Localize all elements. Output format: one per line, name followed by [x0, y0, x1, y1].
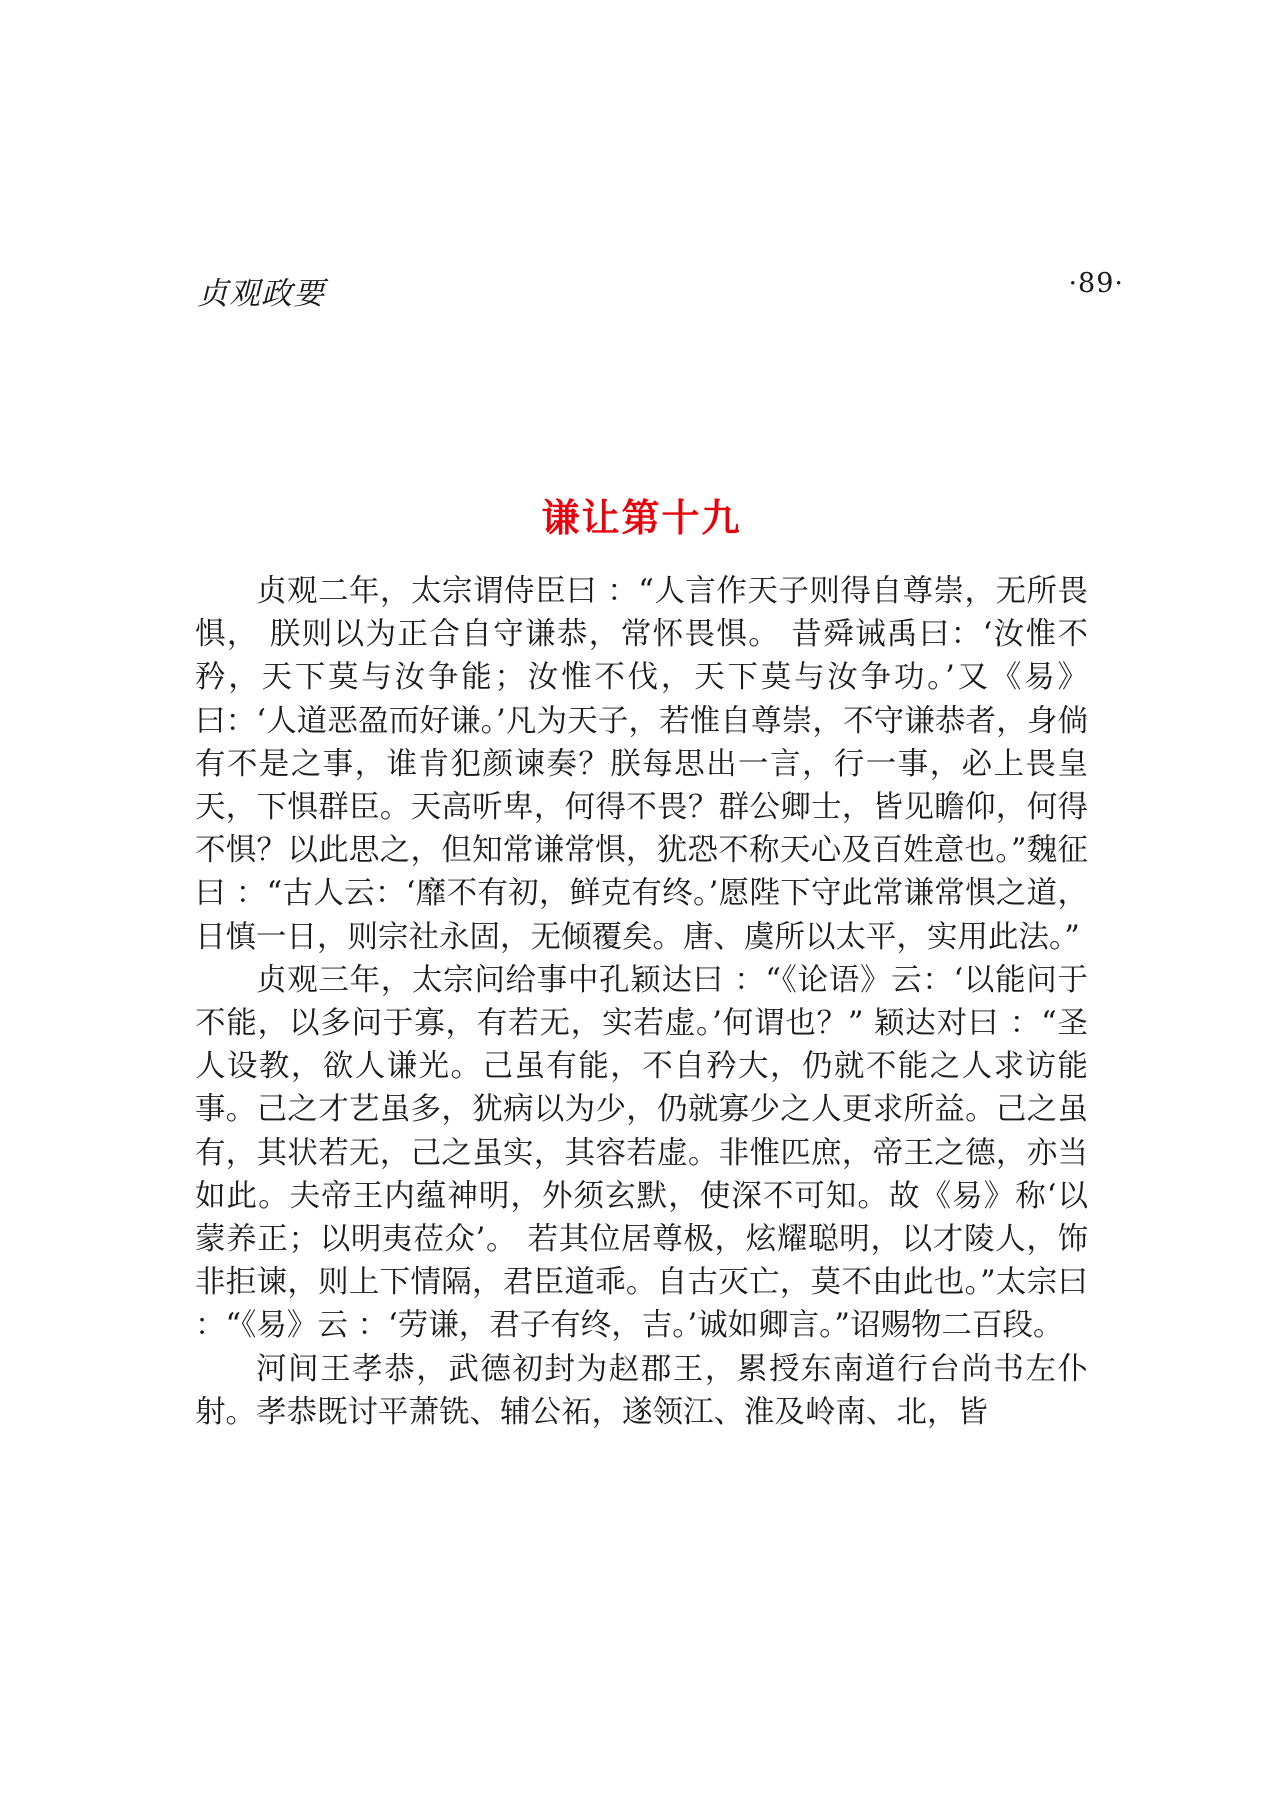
paragraph-3: 河间王孝恭，武德初封为赵郡王，累授东南道行台尚书左仆射。孝恭既讨平萧铣、辅公祏，遂领江、淮及岭南、北，皆 [195, 1351, 1088, 1430]
book-title: 贞观政要 [197, 276, 325, 312]
running-header [197, 268, 1124, 312]
chapter-title: 谦让第十九 [541, 496, 742, 541]
paragraph-1: 贞观二年，太宗谓侍臣曰 ：“人言作天子则得自尊崇，无所畏惧， 朕则以为正合自守谦恭，常怀畏惧。 昔舜诫禹曰：‘汝惟不矜，天下莫与汝争能；汝惟不伐，天下莫与汝争功。’又《易》曰：‘人道恶盈而好谦。’凡为天子，若惟自尊崇，不守谦恭者，身倘有不是之事，谁肯犯颜谏奏？朕每思出一言，行一事，必上畏皇天，下惧群臣。天高听卑，何得不畏？群公卿士，皆见瞻仰，何得不惧？以此思之，但知常谦常惧，犹恐不称天心及百姓意也。”魏征曰 ：“古人云：‘靡不有初，鲜克有终。’愿陛下守此常谦常惧之道， 日慎一日，则宗社永固，无倾覆矣。唐、虞所以太平，实用此法。” [195, 574, 1088, 955]
body-text [195, 570, 1088, 1434]
page-number: ·89· [1068, 268, 1124, 299]
paragraph-2: 贞观三年，太宗问给事中孔颖达曰 ：“《论语》云：‘以能问于不能，以多问于寡，有若无，实若虚。’何谓也？” 颖达对曰 ：“圣人设教，欲人谦光。己虽有能，不自矜大，仍就不能之人求访能事。己之才艺虽多，犹病以为少，仍就寡少之人更求所益。己之虽有，其状若无，己之虽实，其容若虚。非惟匹庶，帝王之德，亦当如此。夫帝王内蕴神明，外须玄默，使深不可知。故《易》称‘以蒙养正；以明夷莅众’。 若其位居尊极，炫耀聪明，以才陵人，饰非拒谏，则上下情隔，君臣道乖。自古灭亡，莫不由此也。”太宗曰 ：“《易》云 ：‘劳谦，君子有终，吉。’诚如卿言。”诏赐物二百段。 [195, 962, 1088, 1344]
